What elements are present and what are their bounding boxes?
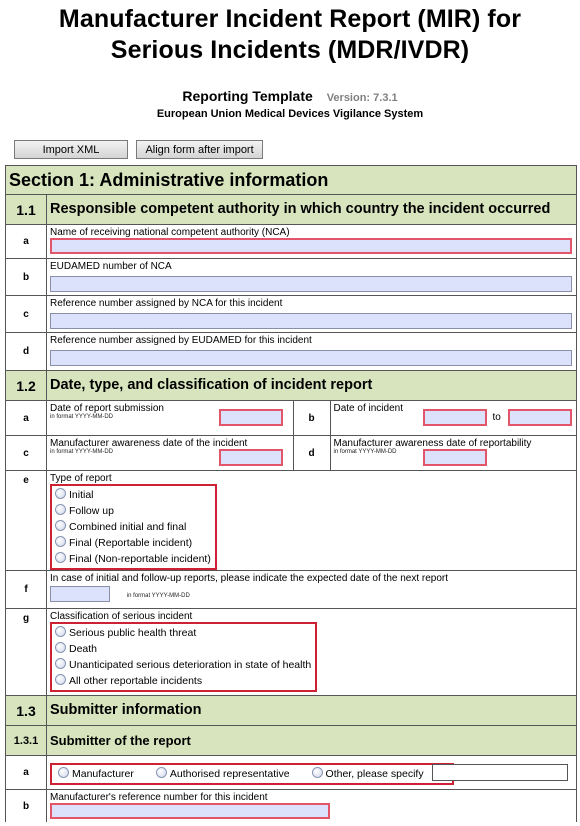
section-1-1-header xyxy=(6,195,576,225)
nca-name-input[interactable] xyxy=(50,238,572,254)
row-1-1-c xyxy=(6,296,576,333)
row-1-1-b xyxy=(6,259,576,296)
radio-label: Manufacturer xyxy=(72,768,134,780)
incident-date-to-input[interactable] xyxy=(508,409,572,426)
format-hint: in format YYYY-MM-DD xyxy=(333,449,397,455)
title-line-1: Manufacturer Incident Report (MIR) for xyxy=(58,5,522,33)
radio-label: Unanticipated serious deterioration in state of health xyxy=(69,659,312,671)
row-id: a xyxy=(6,401,47,435)
radio-button-icon[interactable] xyxy=(156,767,167,778)
manufacturer-reference-input[interactable] xyxy=(50,803,330,819)
eudamed-nca-input[interactable] xyxy=(50,276,572,292)
row-id: c xyxy=(6,296,47,332)
row-1-3-b xyxy=(6,790,576,822)
row-1-2-e xyxy=(6,471,576,571)
section-number: 1.2 xyxy=(6,371,47,400)
section-1-2-header xyxy=(6,371,576,401)
section-number: 1.1 xyxy=(6,195,47,224)
row-id: a xyxy=(6,225,47,258)
eudamed-reference-input[interactable] xyxy=(50,350,572,366)
radio-button-icon[interactable] xyxy=(55,642,66,653)
section-number: 1.3.1 xyxy=(6,726,47,755)
row-1-2-ab xyxy=(6,401,576,436)
radio-option[interactable] xyxy=(55,641,311,657)
radio-label: Final (Non-reportable incident) xyxy=(69,553,211,565)
date-range-separator: to xyxy=(492,412,501,423)
row-id: e xyxy=(6,471,47,570)
incident-classification-group xyxy=(50,622,317,692)
radio-button-icon[interactable] xyxy=(58,767,69,778)
incident-date-from-input[interactable] xyxy=(423,409,487,426)
section-title: Submitter of the report xyxy=(50,733,191,748)
row-id: b xyxy=(6,259,47,295)
radio-label: Other, please specify xyxy=(325,768,424,780)
radio-button-icon[interactable] xyxy=(55,488,66,499)
radio-option[interactable] xyxy=(55,487,211,503)
radio-label: Serious public health threat xyxy=(69,627,197,639)
section-number: 1.3 xyxy=(6,696,47,725)
row-id: c xyxy=(6,436,47,470)
radio-label: Final (Reportable incident) xyxy=(69,537,193,549)
field-label: Reference number assigned by NCA for this incident xyxy=(50,298,283,309)
radio-option[interactable] xyxy=(55,535,211,551)
row-1-2-f xyxy=(6,571,576,609)
radio-button-icon[interactable] xyxy=(55,626,66,637)
format-hint: in format YYYY-MM-DD xyxy=(126,592,190,599)
radio-option[interactable] xyxy=(55,673,311,689)
radio-button-icon[interactable] xyxy=(55,536,66,547)
template-label: Reporting Template xyxy=(182,88,313,104)
section-1-header: Section 1: Administrative information xyxy=(6,165,576,195)
radio-option[interactable] xyxy=(55,519,211,535)
radio-option[interactable] xyxy=(55,625,311,641)
template-heading xyxy=(0,88,580,104)
radio-option[interactable] xyxy=(156,766,290,782)
submitter-type-group xyxy=(50,763,454,785)
radio-option[interactable] xyxy=(55,503,211,519)
radio-button-icon[interactable] xyxy=(55,658,66,669)
field-label: EUDAMED number of NCA xyxy=(50,261,172,272)
nca-reference-input[interactable] xyxy=(50,313,572,329)
field-label: Manufacturer's reference number for this incident xyxy=(50,792,268,803)
row-id: d xyxy=(6,333,47,370)
field-label: Reference number assigned by EUDAMED for this incident xyxy=(50,335,312,346)
report-type-group xyxy=(50,484,217,570)
radio-label: All other reportable incidents xyxy=(69,675,203,687)
format-hint: in format YYYY-MM-DD xyxy=(50,449,114,455)
row-id: d xyxy=(294,436,331,470)
field-label: Manufacturer awareness date of the incident xyxy=(50,438,248,449)
radio-label: Follow up xyxy=(69,505,114,517)
radio-button-icon[interactable] xyxy=(312,767,323,778)
field-label: Date of report submission xyxy=(50,403,164,414)
toolbar xyxy=(14,140,267,159)
awareness-reportability-date-input[interactable] xyxy=(423,449,487,466)
radio-button-icon[interactable] xyxy=(55,504,66,515)
radio-option[interactable] xyxy=(58,766,134,782)
row-id: f xyxy=(6,571,47,608)
section-title: Submitter information xyxy=(50,702,202,718)
row-1-1-d xyxy=(6,333,576,371)
field-label: Date of incident xyxy=(333,403,403,414)
row-1-2-cd xyxy=(6,436,576,471)
format-hint: in format YYYY-MM-DD xyxy=(50,414,114,420)
field-label: Classification of serious incident xyxy=(50,611,193,622)
radio-button-icon[interactable] xyxy=(55,674,66,685)
report-title xyxy=(0,4,580,66)
submission-date-input[interactable] xyxy=(219,409,283,426)
row-id: b xyxy=(6,790,47,822)
radio-label: Initial xyxy=(69,489,94,501)
section-1-3-1-header xyxy=(6,726,576,756)
next-report-date-input[interactable] xyxy=(50,586,110,602)
field-label: In case of initial and follow-up reports, please indicate the expected date of the next report xyxy=(50,573,449,584)
align-form-button[interactable]: Align form after import xyxy=(136,140,262,159)
field-label: Type of report xyxy=(50,473,112,484)
row-1-3-a xyxy=(6,756,576,790)
section-title: Responsible competent authority in which country the incident occurred xyxy=(50,201,551,217)
field-label: Manufacturer awareness date of reportability xyxy=(333,438,532,449)
radio-label: Death xyxy=(69,643,98,655)
row-id: a xyxy=(6,756,47,789)
other-specify-input[interactable] xyxy=(432,764,568,781)
system-name: European Union Medical Devices Vigilance System xyxy=(156,108,424,120)
radio-label: Combined initial and final xyxy=(69,521,187,533)
version-label: Version: 7.3.1 xyxy=(326,92,398,104)
section-1-3-header xyxy=(6,696,576,726)
row-1-1-a xyxy=(6,225,576,259)
row-id: g xyxy=(6,609,47,695)
radio-option[interactable] xyxy=(55,657,311,673)
form-grid xyxy=(5,165,577,822)
awareness-incident-date-input[interactable] xyxy=(219,449,283,466)
radio-button-icon[interactable] xyxy=(55,552,66,563)
section-title: Date, type, and classification of incident report xyxy=(50,377,373,393)
import-xml-button[interactable]: Import XML xyxy=(14,140,128,159)
title-line-2: Serious Incidents (MDR/IVDR) xyxy=(110,36,470,64)
radio-option[interactable] xyxy=(55,551,211,567)
field-label: Name of receiving national competent authority (NCA) xyxy=(50,227,290,238)
row-id: b xyxy=(294,401,331,435)
radio-button-icon[interactable] xyxy=(55,520,66,531)
row-1-2-g xyxy=(6,609,576,696)
radio-label: Authorised representative xyxy=(169,768,290,780)
radio-option[interactable] xyxy=(312,766,424,782)
